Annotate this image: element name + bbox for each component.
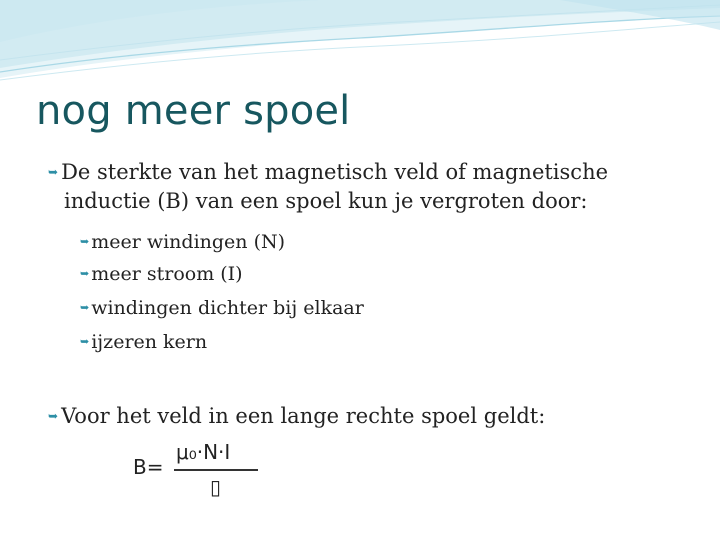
sub-item-text: meer stroom (I) (91, 263, 243, 285)
sub-item-kern (80, 330, 207, 354)
formula-lhs: B= (133, 455, 164, 479)
sub-item-dichter (80, 296, 364, 320)
formula-magnetic-field (130, 438, 270, 502)
bullet-item-lange-spoel (48, 402, 545, 431)
bullet-text: Voor het veld in een lange rechte spoel geldt: (61, 404, 546, 428)
bullet-text-line1: De sterkte van het magnetisch veld of magnetische (61, 160, 609, 184)
slide-title: nog meer spoel (36, 88, 351, 134)
sub-item-text: meer windingen (N) (91, 231, 286, 253)
fraction-bar (174, 469, 258, 471)
arrow-bullet-icon: ➥ (80, 301, 90, 314)
sub-item-text: ijzeren kern (91, 331, 208, 353)
arrow-bullet-icon: ➥ (80, 335, 90, 348)
arrow-bullet-icon: ➥ (48, 409, 59, 423)
bullet-item-inductie (48, 158, 608, 216)
formula-denominator: ▯ (210, 475, 222, 499)
header-wave-decoration (0, 0, 720, 95)
sub-item-text: windingen dichter bij elkaar (91, 297, 364, 319)
arrow-bullet-icon: ➥ (48, 165, 59, 179)
sub-item-stroom (80, 262, 243, 286)
sub-item-windingen (80, 230, 285, 254)
bullet-text-line2: inductie (B) van een spoel kun je vergroten door: (64, 189, 588, 213)
formula-numerator: μ₀·N·I (176, 440, 231, 464)
arrow-bullet-icon: ➥ (80, 235, 90, 248)
arrow-bullet-icon: ➥ (80, 267, 90, 280)
